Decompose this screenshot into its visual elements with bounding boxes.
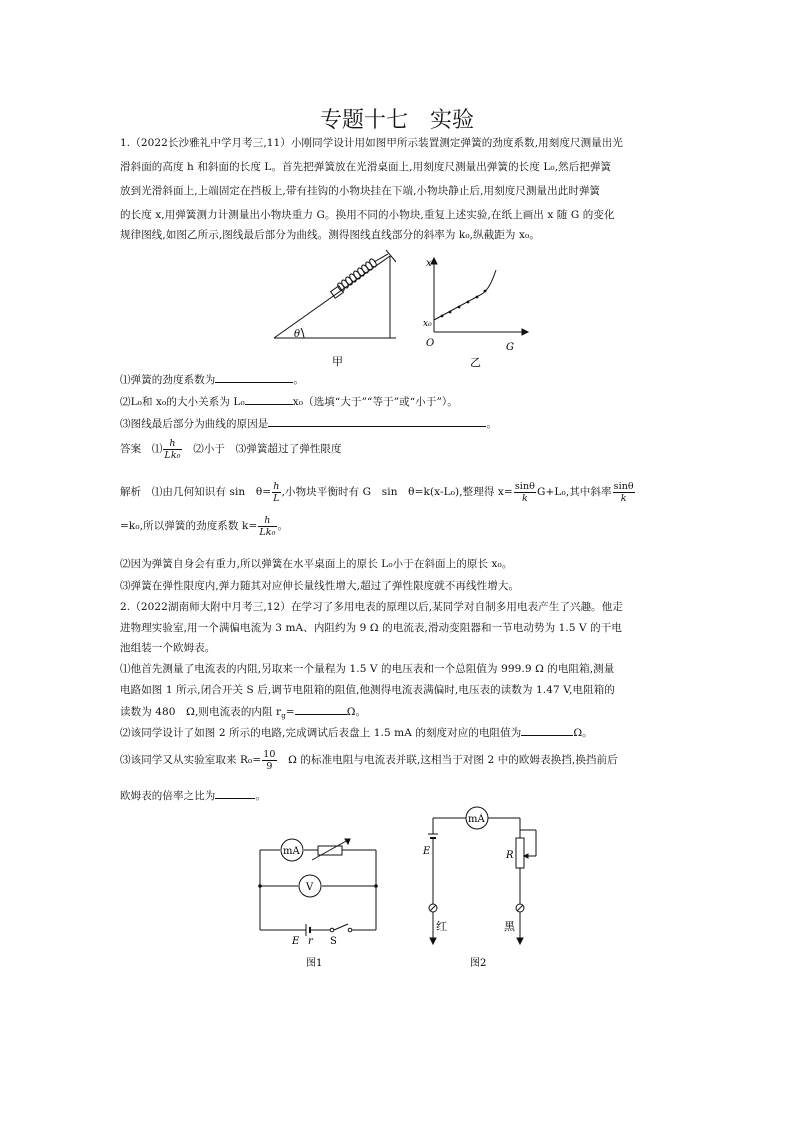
q2-line-2: 进物理实验室,用一个满偏电流为 3 mA、内阻约为 9 Ω 的电流表,滑动变阻器和一节电动势为 1.5 V 的干电 (120, 622, 622, 634)
figure-1-caption: 图1 (306, 958, 323, 969)
answer-blank[interactable] (215, 788, 255, 799)
q2-sub-1-line-2: 电路如图 1 所示,闭合开关 S 后,调节电阻箱的阻值,他测得电流表满偏时,电压表的读数为 1.47 V,电阻箱的 (120, 684, 615, 696)
emf-label: E (292, 936, 300, 947)
intercept-label: x₀ (423, 319, 432, 329)
figure-2-circuit (420, 804, 550, 972)
q2-sub-2: ⑵该同学设计了如图 2 所示的电路,完成调试后表盘上 1.5 mA 的刻度对应的电阻值为 Ω。 (120, 727, 593, 739)
ammeter-label: mA (283, 846, 300, 857)
q1-line-4: 的长度 x,用弹簧测力计测量出小物块重力 G。换用不同的小物块,重复上述实验,在纸上画出 x 随 G 的变化 (120, 209, 615, 221)
q1-line-3: 放到光滑斜面上,上端固定在挡板上,带有挂钩的小物块挂在下端,小物块静止后,用刻度尺测量出此时弹簧 (120, 185, 601, 197)
q1-sub-3: ⑶图线最后部分为曲线的原因是 。 (120, 418, 498, 430)
x-g-curve (434, 270, 496, 320)
answer-blank[interactable] (215, 372, 293, 383)
figure-2-caption: 图2 (470, 958, 487, 969)
black-label: 黑 (504, 920, 515, 933)
q2-sub-3b: 欧姆表的倍率之比为 。 (120, 790, 267, 802)
resistor-label: R (506, 850, 514, 861)
spring-coil (336, 254, 388, 292)
theta-label: θ (294, 329, 301, 340)
figure-yi (420, 252, 530, 370)
answer-blank[interactable] (268, 416, 486, 427)
origin-label: O (426, 338, 435, 349)
q1-explanation-1b: =k₀,所以弹簧的劲度系数 k= $\frac{h}{\text{Lk₀}}$ 。 (120, 514, 289, 538)
y-axis-label: x (426, 258, 432, 269)
emf-label: E (423, 846, 431, 857)
voltmeter-label: V (306, 882, 314, 893)
q1-answer: 答案 ⑴ $\frac{h}{\text{Lk₀}}$ ⑵小于 ⑶弹簧超过了弹性限度 (120, 437, 342, 461)
q1-explanation-1: 解析 ⑴由几何知识有 sin θ= $\frac{h}{L}$ ,小物块平衡时有 G sin θ=k(x-L₀),整理得 x= $\frac{\sin\theta}{k}$ G+L₀,其中斜率 $\frac{\sin\theta}{k}$ (120, 480, 634, 504)
switch-label: S (330, 936, 337, 947)
q1-line-2: 滑斜面的高度 h 和斜面的长度 L。首先把弹簧放在光滑桌面上,用刻度尺测量出弹簧的长度 L₀,然后把弹簧 (120, 161, 612, 173)
q2-line-1: 2.（2022湖南师大附中月考三,12）在学习了多用电表的原理以后,某同学对自制多用电表产生了兴趣。他走 (120, 601, 623, 613)
figure-jia (270, 248, 402, 370)
q2-sub-3: ⑶该同学又从实验室取来 R₀= $\frac{10}{9}$ Ω 的标准电阻与电流表并联,这相当于对图 2 中的欧姆表换挡,换挡前后 (120, 748, 618, 772)
q2-sub-1-line-1: ⑴他首先测量了电流表的内阻,另取来一个量程为 1.5 V 的电压表和一个总阻值为 999.9 Ω 的电阻箱,测量 (120, 663, 615, 675)
figure-1-circuit (252, 832, 388, 972)
q1-line-5: 规律图线,如图乙所示,图线最后部分为曲线。测得图线直线部分的斜率为 k₀,纵截距为 x₀。 (120, 229, 540, 241)
q1-explanation-2: ⑵因为弹簧自身会有重力,所以弹簧在水平桌面上的原长 L₀小于在斜面上的原长 x₀。 (120, 558, 513, 570)
q1-sub-2: ⑵L₀和 x₀的大小关系为 L₀ x₀（选填“大于”“等于”或“小于”）。 (120, 396, 458, 408)
q1-explanation-3: ⑶弹簧在弹性限度内,弹力随其对应伸长量线性增大,超过了弹性限度就不再线性增大。 (120, 580, 520, 592)
red-label: 红 (436, 920, 447, 933)
q1-sub-1: ⑴弹簧的劲度系数为 。 (120, 374, 305, 386)
answer-blank[interactable] (245, 394, 293, 405)
answer-blank[interactable] (521, 725, 573, 736)
ammeter-label: mA (468, 814, 485, 825)
r-label: r (308, 936, 313, 947)
x-axis-label: G (506, 342, 514, 353)
figure-jia-caption: 甲 (332, 355, 343, 368)
figure-yi-caption: 乙 (470, 356, 481, 369)
q1-line-1: 1.（2022长沙雅礼中学月考三,11）小刚同学设计用如图甲所示装置测定弹簧的劲度系数,用刻度尺测量出光 (120, 137, 623, 149)
rheostat (516, 838, 524, 868)
q2-sub-1-line-3: 读数为 480 Ω,则电流表的内阻 $r_g= \Omega$。 (120, 706, 367, 721)
q2-line-3: 池组装一个欧姆表。 (120, 642, 216, 654)
answer-blank[interactable] (295, 704, 347, 715)
page-title: 专题十七 实验 (319, 108, 474, 133)
